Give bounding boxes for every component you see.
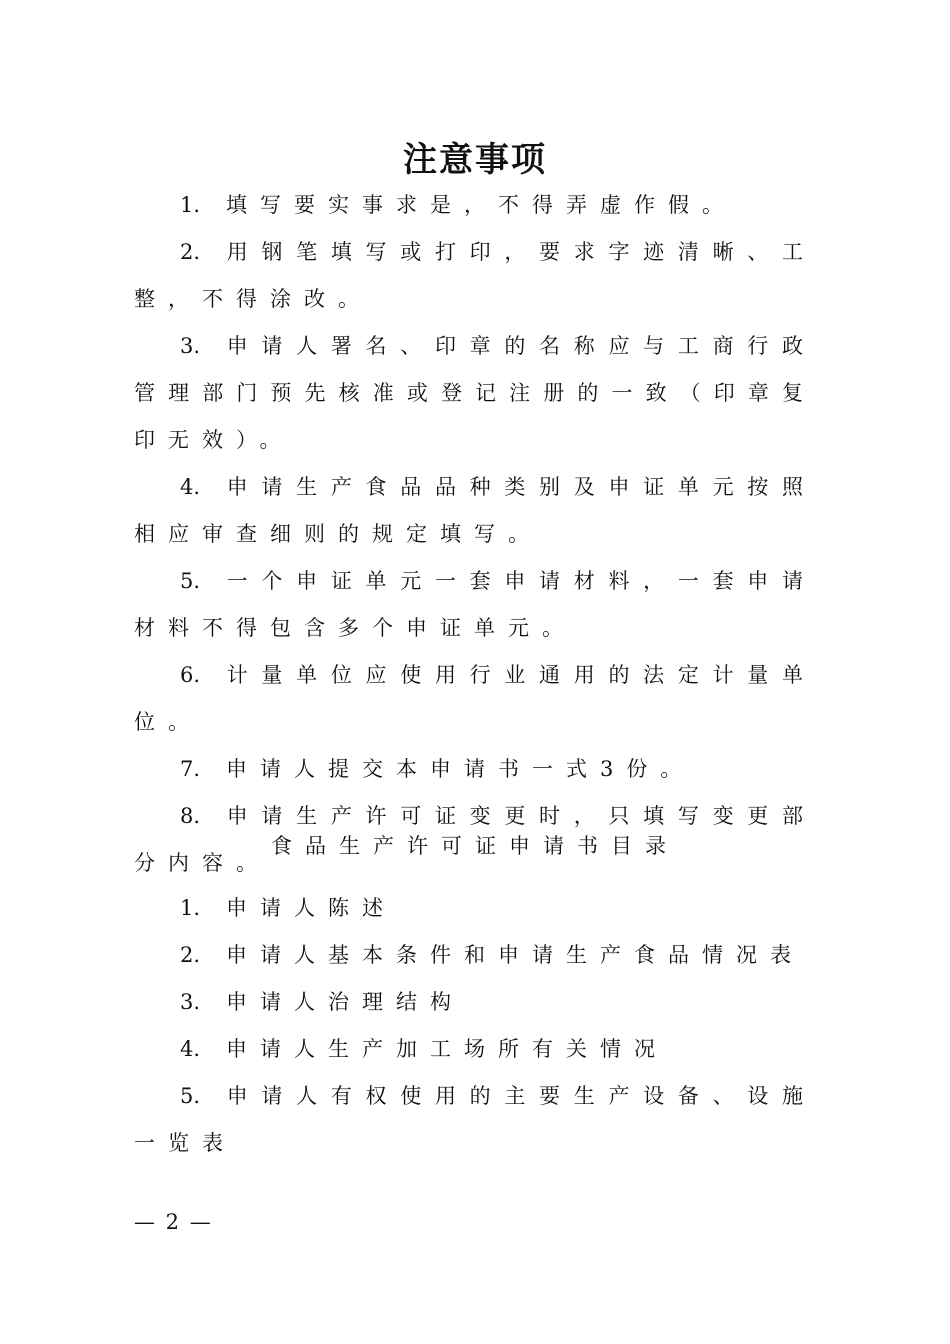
- note-item: [134, 746, 816, 793]
- note-number: 1.: [180, 193, 201, 217]
- toc-item: [134, 885, 816, 932]
- note-item: [134, 229, 816, 323]
- toc-number: 3.: [180, 990, 201, 1014]
- note-text: 计量单位应使用行业通用的法定计量单位。: [134, 663, 816, 734]
- note-number: 6.: [180, 663, 201, 687]
- note-item: [134, 558, 816, 652]
- note-text: 申请人署名、印章的名称应与工商行政管理部门预先核准或登记注册的一致（印章复印无效）。: [134, 334, 816, 452]
- toc-text: 申请人基本条件和申请生产食品情况表: [226, 943, 804, 967]
- toc-number: 4.: [180, 1037, 201, 1061]
- note-item: [134, 182, 816, 229]
- page-number: — 2 —: [134, 1210, 213, 1234]
- toc-text: 申请人生产加工场所有关情况: [226, 1037, 668, 1061]
- note-text: 申请生产食品品种类别及申证单元按照相应审查细则的规定填写。: [134, 475, 816, 546]
- note-number: 3.: [180, 334, 201, 358]
- toc-number: 2.: [180, 943, 201, 967]
- toc-text: 申请人有权使用的主要生产设备、设施一览表: [134, 1084, 816, 1155]
- toc-text: 申请人治理结构: [226, 990, 464, 1014]
- note-text: 一个申证单元一套申请材料，一套申请材料不得包含多个申证单元。: [134, 569, 816, 640]
- note-number: 8.: [180, 804, 201, 828]
- note-item: [134, 652, 816, 746]
- toc-text: 申请人陈述: [226, 896, 396, 920]
- notes-list: [134, 182, 816, 887]
- toc-list: [134, 885, 816, 1167]
- toc-item: [134, 932, 816, 979]
- note-item: [134, 323, 816, 464]
- note-text: 用钢笔填写或打印，要求字迹清晰、工整，不得涂改。: [134, 240, 816, 311]
- note-text: 申请生产许可证变更时，只填写变更部分内容。: [134, 804, 816, 875]
- toc-number: 1.: [180, 896, 201, 920]
- toc-number: 5.: [180, 1084, 201, 1108]
- note-number: 7.: [180, 757, 201, 781]
- toc-title: 食品生产许可证申请书目录: [271, 834, 679, 858]
- note-number: 2.: [180, 240, 201, 264]
- note-item: [134, 464, 816, 558]
- note-number: 4.: [180, 475, 201, 499]
- page-title: 注意事项: [403, 140, 547, 180]
- toc-item: [134, 979, 816, 1026]
- toc-item: [134, 1073, 816, 1167]
- note-number: 5.: [180, 569, 201, 593]
- note-text: 填写要实事求是，不得弄虚作假。: [226, 193, 736, 217]
- note-text: 申请人提交本申请书一式3份。: [226, 757, 695, 781]
- toc-item: [134, 1026, 816, 1073]
